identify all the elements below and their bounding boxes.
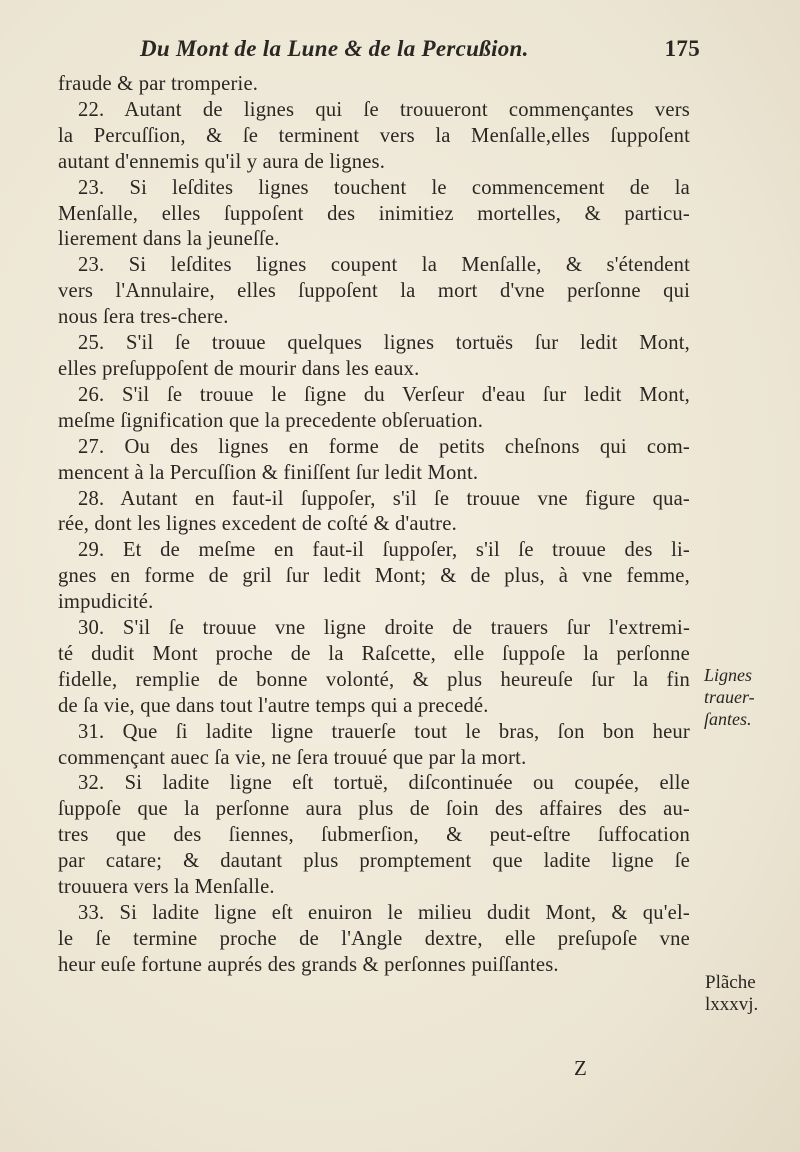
text-line: 22. Autant de lignes qui ſe trouueront commençantes vers [78, 98, 690, 121]
running-head [140, 36, 700, 70]
text-line: autant d'ennemis qu'il y aura de lignes. [58, 150, 386, 173]
text-line: 28. Autant en faut-il ſuppoſer, s'il ſe trouue vne figure qua- [78, 487, 690, 510]
text-line: commençant auec ſa vie, ne ſera trouué que par la mort. [58, 746, 527, 769]
text-line: 32. Si ladite ligne eſt tortuë, diſcontinuée ou coupée, elle [78, 772, 690, 795]
text-line: tres que des ſiennes, ſubmerſion, & peut-eſtre ſuffocation [58, 824, 690, 847]
margin-note-line: Lignes [704, 665, 753, 685]
text-line: mencent à la Percuſſion & finiſſent ſur ledit Mont. [58, 461, 479, 484]
text-line: 30. S'il ſe trouue vne ligne droite de trauers ſur l'extremi- [78, 617, 690, 640]
text-line: nous ſera tres-chere. [58, 306, 229, 329]
text-line: 27. Ou des lignes en forme de petits cheſnons qui com- [78, 435, 690, 458]
text-line: Menſalle, elles ſuppoſent des inimitiez mortelles, & particu- [58, 202, 690, 225]
text-line: gnes en forme de gril ſur ledit Mont; & de plus, à vne femme, [58, 565, 690, 588]
text-line: 23. Si leſdites lignes coupent la Menſalle, & s'étendent [78, 254, 690, 277]
text-line: vers l'Annulaire, elles ſuppoſent la mort d'vne perſonne qui [58, 280, 690, 303]
running-head-title: Du Mont de la Lune & de la Percußion. [140, 36, 529, 61]
body-text [58, 72, 690, 979]
text-line: lierement dans la jeuneſſe. [58, 228, 280, 251]
text-line: meſme ſignification que la precedente obſeruation. [58, 409, 484, 432]
page-number: 175 [664, 36, 700, 61]
text-line: ſuppoſe que la perſonne aura plus de ſoin des affaires des au- [58, 798, 690, 821]
text-line: 29. Et de meſme en faut-il ſuppoſer, s'il ſe trouue des li- [78, 539, 690, 562]
text-line: 26. S'il ſe trouue le ſigne du Verſeur d'eau ſur ledit Mont, [78, 383, 690, 406]
text-line: par catare; & dautant plus promptement que ladite ligne ſe [58, 850, 690, 873]
text-line: 33. Si ladite ligne eſt enuiron le milieu dudit Mont, & qu'el- [78, 902, 690, 924]
text-line: trouuera vers la Menſalle. [58, 876, 275, 899]
margin-note-line: lxxxvj. [705, 994, 759, 1015]
text-line: elles preſuppoſent de mourir dans les eaux. [58, 357, 420, 380]
text-line: té dudit Mont proche de la Raſcette, elle ſuppoſe la perſonne [58, 642, 690, 665]
text-line: fraude & par tromperie. [58, 73, 259, 95]
text-line: rée, dont les lignes excedent de coſté & d'autre. [58, 513, 457, 536]
margin-note-planche [705, 972, 797, 1016]
text-line: impudicité. [58, 591, 154, 614]
signature-mark: Z [574, 1056, 587, 1080]
text-line: la Percuſſion, & ſe terminent vers la Menſalle,elles ſuppoſent [58, 124, 690, 147]
margin-note-line: trauer- [704, 687, 755, 707]
text-line: 23. Si leſdites lignes touchent le commencement de la [78, 176, 690, 199]
text-line: de ſa vie, que dans tout l'autre temps qui a precedé. [58, 694, 489, 717]
text-line: fidelle, remplie de bonne volonté, & plus heureuſe ſur la fin [58, 668, 690, 691]
text-line: 31. Que ſi ladite ligne trauerſe tout le bras, ſon bon heur [78, 720, 690, 743]
margin-note-line: ſantes. [704, 709, 752, 729]
margin-note-line: Plãche [705, 972, 756, 993]
text-line: le ſe termine proche de l'Angle dextre, elle preſupoſe vne [58, 927, 690, 950]
text-line: heur euſe fortune auprés des grands & perſonnes puiſſantes. [58, 953, 559, 976]
text-line: 25. S'il ſe trouue quelques lignes tortuës ſur ledit Mont, [78, 332, 690, 355]
margin-note-lignes-trauersantes [704, 664, 794, 730]
